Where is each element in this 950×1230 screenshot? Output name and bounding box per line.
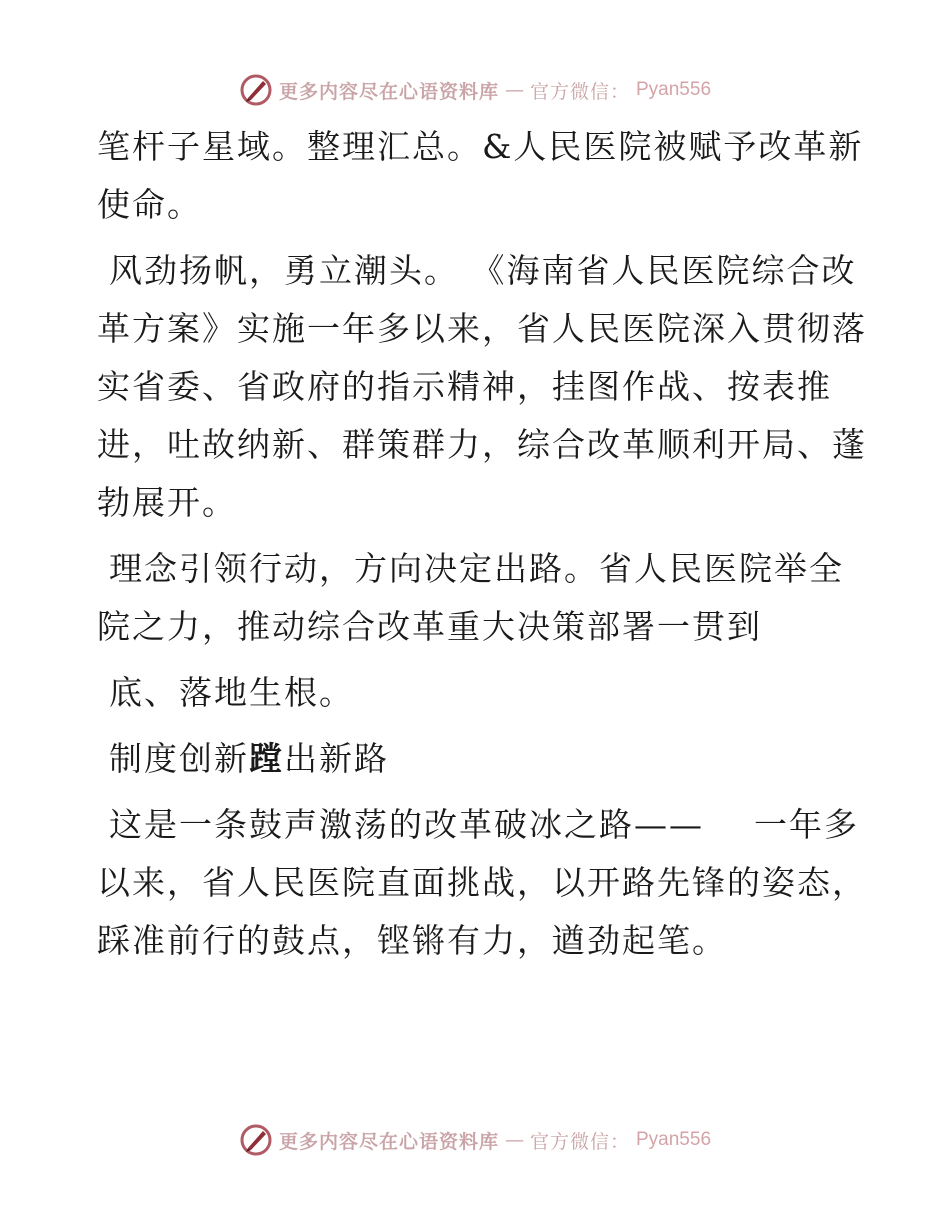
footer-watermark-banner xyxy=(0,1120,950,1160)
banner-dash: — xyxy=(504,79,524,101)
heading-text-after: 出新路 xyxy=(284,739,389,778)
document-body xyxy=(97,118,867,970)
heading-line xyxy=(97,730,857,788)
text-line: 以来，省人民医院直面挑战，以开路先锋的姿态， xyxy=(97,863,867,902)
heading-text-bold: 蹚 xyxy=(249,739,284,778)
pen-logo-icon xyxy=(239,1123,273,1157)
text-line: 风劲扬帆，勇立潮头。 《海南省人民医院综合改 xyxy=(109,251,857,290)
text-line: 这是一条鼓声激荡的改革破冰之路—— 一年多 xyxy=(109,805,859,844)
section-heading xyxy=(97,730,857,788)
text-line: 院之力，推动综合改革重大决策部署一贯到 xyxy=(97,607,762,646)
paragraph-3 xyxy=(97,540,857,656)
paragraph-1 xyxy=(97,118,864,234)
text-line: 使命。 xyxy=(97,185,202,224)
text-line: 踩准前行的鼓点，铿锵有力，遒劲起笔。 xyxy=(97,921,727,960)
text-line: 理念引领行动，方向决定出路。省人民医院举全 xyxy=(109,549,844,588)
pen-logo-icon xyxy=(239,73,273,107)
paragraph-5 xyxy=(97,796,867,970)
text-line: 笔杆子星域。整理汇总。&人民医院被赋予改革新 xyxy=(97,127,864,166)
paragraph-4 xyxy=(97,664,857,722)
paragraph-2 xyxy=(97,242,867,532)
text-line: 进，吐故纳新、群策群力，综合改革顺利开局、蓬 xyxy=(97,425,867,464)
text-line: 底、落地生根。 xyxy=(109,673,354,712)
banner-main-text: 更多内容尽在心语资料库 xyxy=(278,1130,499,1153)
banner-wechat-label: 官方微信： xyxy=(529,1130,630,1153)
header-watermark-banner xyxy=(0,70,950,110)
banner-wechat-id: Pyan556 xyxy=(636,1129,712,1150)
banner-main-text: 更多内容尽在心语资料库 xyxy=(278,80,499,103)
heading-text-before: 制度创新 xyxy=(109,739,249,778)
text-line: 勃展开。 xyxy=(97,483,237,522)
text-line: 革方案》实施一年多以来，省人民医院深入贯彻落 xyxy=(97,309,867,348)
banner-wechat-id: Pyan556 xyxy=(636,79,712,100)
text-line: 实省委、省政府的指示精神，挂图作战、按表推 xyxy=(97,367,832,406)
banner-wechat-label: 官方微信： xyxy=(529,80,630,103)
banner-dash: — xyxy=(504,1129,524,1151)
banner-inner xyxy=(239,1123,711,1157)
banner-inner xyxy=(239,73,711,107)
